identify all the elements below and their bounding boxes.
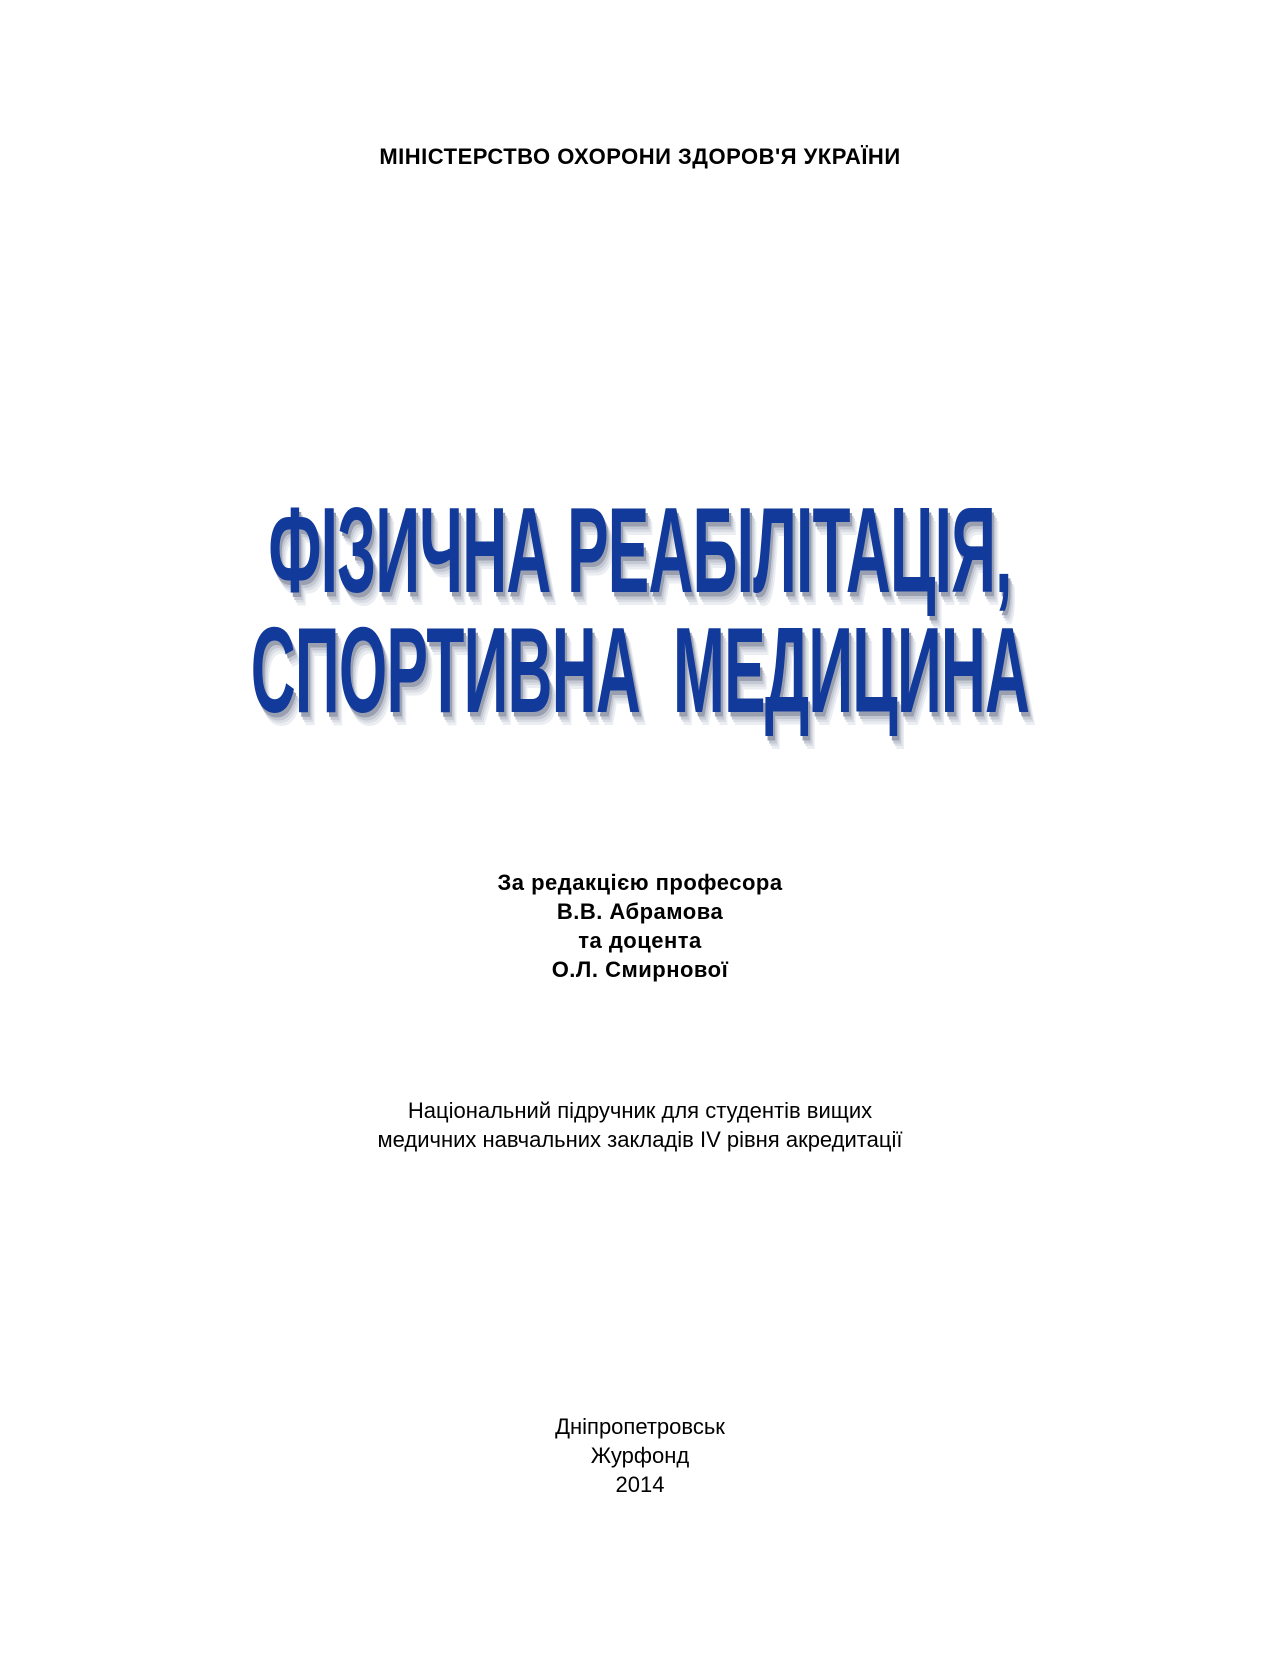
publisher-city: Дніпропетровськ	[555, 1414, 725, 1439]
editors-line-3: та доцента	[578, 928, 702, 953]
publisher-block	[0, 1412, 1280, 1499]
editors-block	[0, 868, 1280, 984]
ministry-heading: МІНІСТЕРСТВО ОХОРОНИ ЗДОРОВ'Я УКРАЇНИ	[379, 144, 901, 169]
description-block	[0, 1096, 1280, 1154]
publisher-year: 2014	[615, 1472, 665, 1497]
publisher-name: Журфонд	[590, 1443, 690, 1468]
book-title-line-1: ФІЗИЧНА РЕАБІЛІТАЦІЯ,	[268, 481, 1012, 619]
editors-line-1: За редакцією професора	[497, 870, 783, 895]
description-line-2: медичних навчальних закладів IV рівня акредитації	[377, 1127, 903, 1152]
editors-line-2: В.В. Абрамова	[556, 899, 724, 924]
book-title-line-2: СПОРТИВНА МЕДИЦИНА	[250, 601, 1030, 739]
description-line-1: Національний підручник для студентів вищих	[407, 1098, 873, 1123]
book-title	[0, 481, 1280, 739]
editors-line-4: О.Л. Смирнової	[551, 957, 729, 982]
